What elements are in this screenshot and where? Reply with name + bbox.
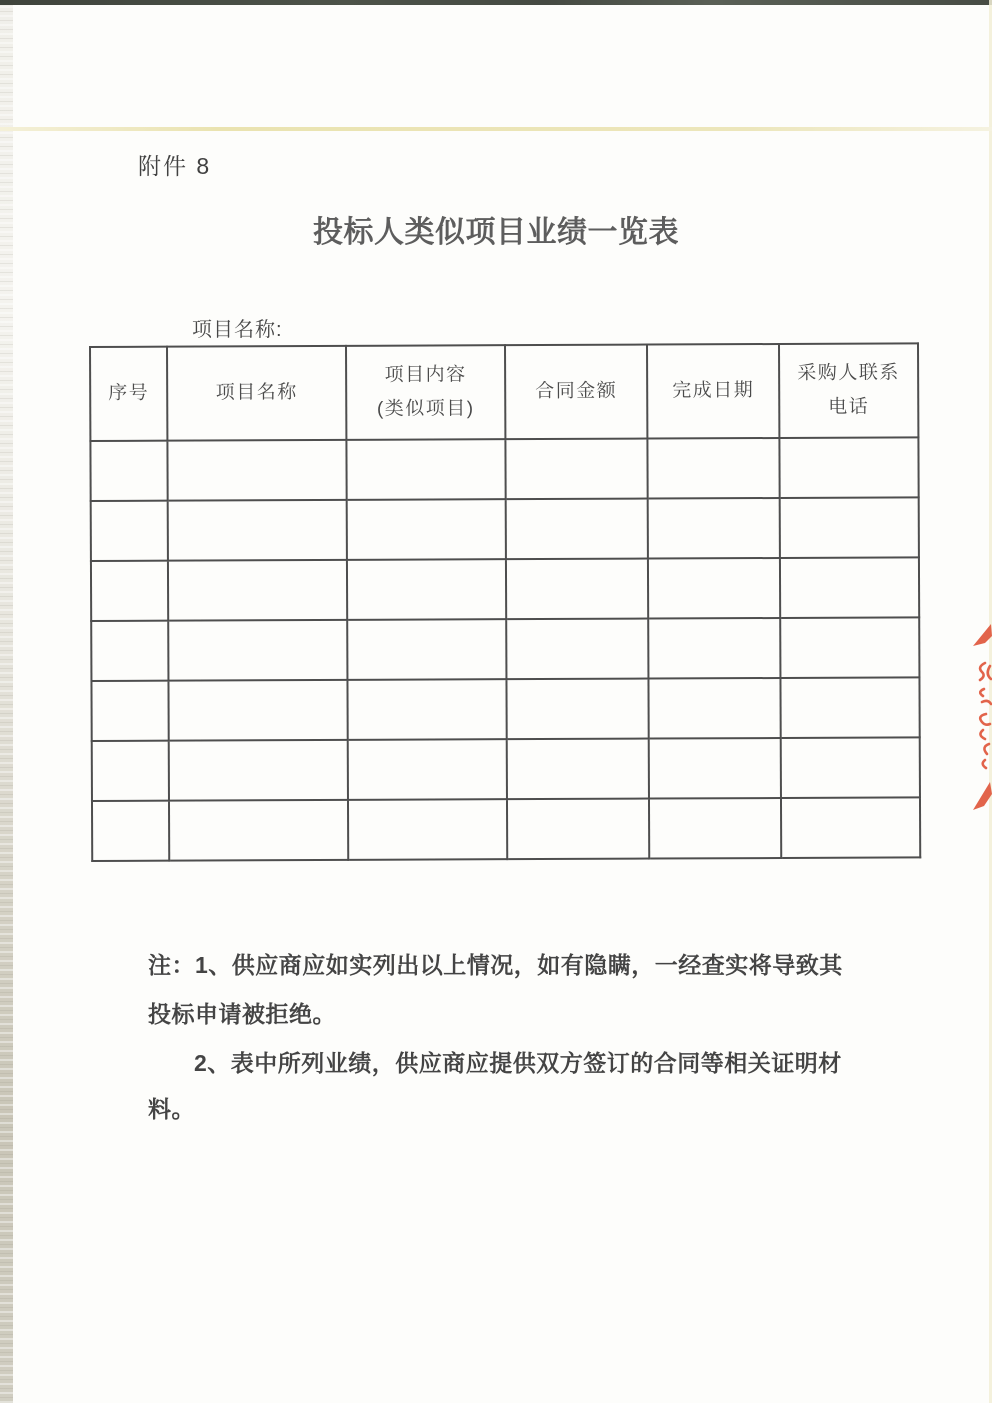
performance-table-body <box>90 343 920 861</box>
table-row <box>91 677 919 741</box>
table-cell <box>649 798 781 859</box>
note-line-4: 料。 <box>148 1096 195 1122</box>
table-cell <box>348 799 507 860</box>
table-cell <box>91 561 168 621</box>
table-header-cell: 采购人联系 电话 <box>779 343 918 438</box>
table-header-cell: 项目名称 <box>167 346 346 441</box>
note-line-2: 投标申请被拒绝。 <box>148 1001 336 1027</box>
table-cell <box>348 739 507 800</box>
table-cell <box>168 500 347 561</box>
project-name-label: 项目名称: <box>192 319 283 341</box>
table-cell <box>780 497 919 558</box>
table-header-row <box>90 343 918 441</box>
table-row <box>91 557 919 621</box>
table-cell <box>648 618 780 679</box>
page-title: 投标人类似项目业绩一览表 <box>313 216 679 249</box>
table-cell <box>648 498 780 559</box>
table-cell <box>506 499 648 560</box>
table-cell <box>92 741 169 801</box>
table-cell <box>781 797 920 858</box>
table-header-cell: 序号 <box>90 347 167 441</box>
table-row <box>91 617 919 681</box>
table-cell <box>347 499 506 560</box>
table-cell <box>168 680 347 741</box>
table-cell <box>347 679 506 740</box>
table-cell <box>91 621 168 681</box>
table-row <box>91 497 919 561</box>
note-line-3: 2、表中所列业绩，供应商应提供双方签订的合同等相关证明材 <box>194 1050 842 1076</box>
table-cell <box>780 557 919 618</box>
table-cell <box>167 440 346 501</box>
table-header-cell: 项目内容 (类似项目) <box>346 345 505 440</box>
table-cell <box>347 559 506 620</box>
table-cell <box>168 620 347 681</box>
table-cell <box>507 739 649 800</box>
top-scan-bar <box>0 0 992 5</box>
table-cell <box>780 677 919 738</box>
attachment-label: 附件 8 <box>138 153 212 179</box>
table-cell <box>506 559 648 620</box>
table-header-cell: 合同金额 <box>505 345 647 440</box>
table-cell <box>779 437 918 498</box>
table-row <box>92 737 920 801</box>
table-cell <box>91 501 168 561</box>
table-cell <box>648 558 780 619</box>
note-line-1: 注：1、供应商应如实列出以上情况，如有隐瞒，一经查实将导致其 <box>148 952 843 978</box>
table-cell <box>781 737 920 798</box>
performance-table <box>89 342 921 862</box>
table-cell <box>168 560 347 621</box>
table-cell <box>169 800 348 861</box>
table-cell <box>647 438 779 499</box>
table-row <box>90 437 918 501</box>
table-cell <box>92 801 169 861</box>
table-cell <box>347 619 506 680</box>
table-cell <box>507 799 649 860</box>
cream-divider-line <box>0 127 992 131</box>
table-cell <box>649 738 781 799</box>
table-cell <box>346 439 505 500</box>
table-cell <box>91 681 168 741</box>
table-cell <box>506 679 648 740</box>
table-cell <box>506 619 648 680</box>
table-cell <box>780 617 919 678</box>
table-cell <box>169 740 348 801</box>
table-row <box>92 797 920 861</box>
table-header-cell: 完成日期 <box>647 344 779 439</box>
table-cell <box>505 439 647 500</box>
table-cell <box>90 441 167 501</box>
red-ink-mark <box>962 622 992 827</box>
table-cell <box>648 678 780 739</box>
